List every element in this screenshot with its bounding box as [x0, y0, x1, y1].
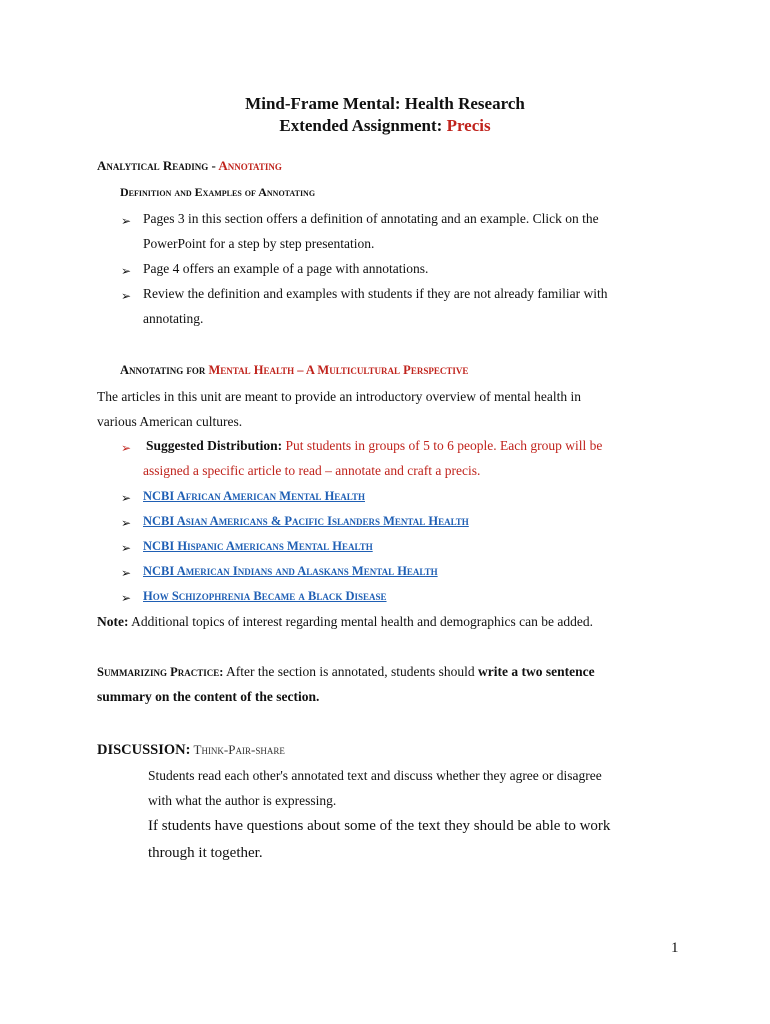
document-title-line1: Mind-Frame Mental: Health Research	[245, 94, 525, 113]
discussion-heading	[97, 741, 285, 759]
link-schizophrenia[interactable]: How Schizophrenia Became a Black Disease	[143, 589, 387, 603]
arrow-bullet-icon: ➢	[121, 591, 132, 605]
discussion-p1-line2: with what the author is expressing.	[148, 793, 337, 808]
arrow-bullet-icon: ➢	[121, 289, 132, 303]
arrow-bullet-icon: ➢	[121, 214, 132, 228]
analytical-subheading: Definition and Examples of Annotating	[120, 185, 316, 199]
discussion-label: DISCUSSION:	[97, 742, 191, 758]
title-accent: Precis	[446, 116, 491, 135]
link-ncbi-american-indians[interactable]: NCBI American Indians and Alaskans Mental Health	[143, 564, 438, 578]
link-ncbi-asian-pacific[interactable]: NCBI Asian Americans & Pacific Islanders Mental Health	[143, 514, 469, 528]
summarizing-line1	[97, 664, 595, 680]
document-title-line2	[0, 116, 770, 136]
title-prefix: Extended Assignment:	[279, 116, 447, 135]
discussion-sub: Think-Pair-share	[190, 742, 285, 757]
analytical-bullet-2: Page 4 offers an example of a page with annotations.	[143, 261, 429, 276]
distribution-line2: assigned a specific article to read – annotate and craft a precis.	[143, 463, 481, 478]
analytical-bullet-3-line2: annotating.	[143, 311, 204, 326]
analytical-heading	[97, 158, 282, 174]
summarizing-bold-1: write a two sentence	[477, 664, 595, 679]
note-line	[97, 614, 593, 630]
arrow-bullet-icon: ➢	[121, 516, 132, 530]
analytical-heading-accent: Annotating	[218, 158, 282, 173]
note-label: Note:	[97, 614, 129, 629]
distribution-label: Suggested Distribution:	[146, 438, 283, 453]
distribution-line1	[146, 438, 602, 454]
summarizing-text: After the section is annotated, students should	[223, 664, 478, 679]
discussion-p1-line1: Students read each other's annotated text and discuss whether they agree or disagree	[148, 768, 602, 783]
page-number: 1	[671, 940, 679, 956]
analytical-bullet-1-line1: Pages 3 in this section offers a definition of annotating and an example. Click on the	[143, 211, 599, 226]
analytical-heading-prefix: Analytical Reading -	[97, 158, 219, 173]
arrow-bullet-icon: ➢	[121, 264, 132, 278]
analytical-bullet-1-line2: PowerPoint for a step by step presentation.	[143, 236, 375, 251]
annotating-heading-prefix: Annotating for	[120, 363, 209, 377]
arrow-bullet-icon: ➢	[121, 566, 132, 580]
discussion-p2-line2: through it together.	[148, 845, 263, 861]
note-text: Additional topics of interest regarding mental health and demographics can be added.	[128, 614, 593, 629]
summarizing-label: Summarizing Practice:	[97, 665, 224, 679]
analytical-bullet-3-line1: Review the definition and examples with students if they are not already familiar with	[143, 286, 608, 301]
link-ncbi-african-american[interactable]: NCBI African American Mental Health	[143, 489, 365, 503]
annotating-heading	[120, 363, 468, 378]
annotating-intro-line1: The articles in this unit are meant to provide an introductory overview of mental health in	[97, 389, 581, 404]
summarizing-bold-2: summary on the content of the section.	[97, 689, 320, 704]
annotating-heading-accent: Mental Health – A Multicultural Perspective	[208, 363, 469, 377]
annotating-intro-line2: various American cultures.	[97, 414, 243, 429]
arrow-bullet-icon: ➢	[121, 441, 132, 455]
discussion-p2-line1: If students have questions about some of the text they should be able to work	[148, 818, 611, 834]
arrow-bullet-icon: ➢	[121, 491, 132, 505]
arrow-bullet-icon: ➢	[121, 541, 132, 555]
distribution-text: Put students in groups of 5 to 6 people. Each group will be	[282, 438, 603, 453]
link-ncbi-hispanic[interactable]: NCBI Hispanic Americans Mental Health	[143, 539, 373, 553]
